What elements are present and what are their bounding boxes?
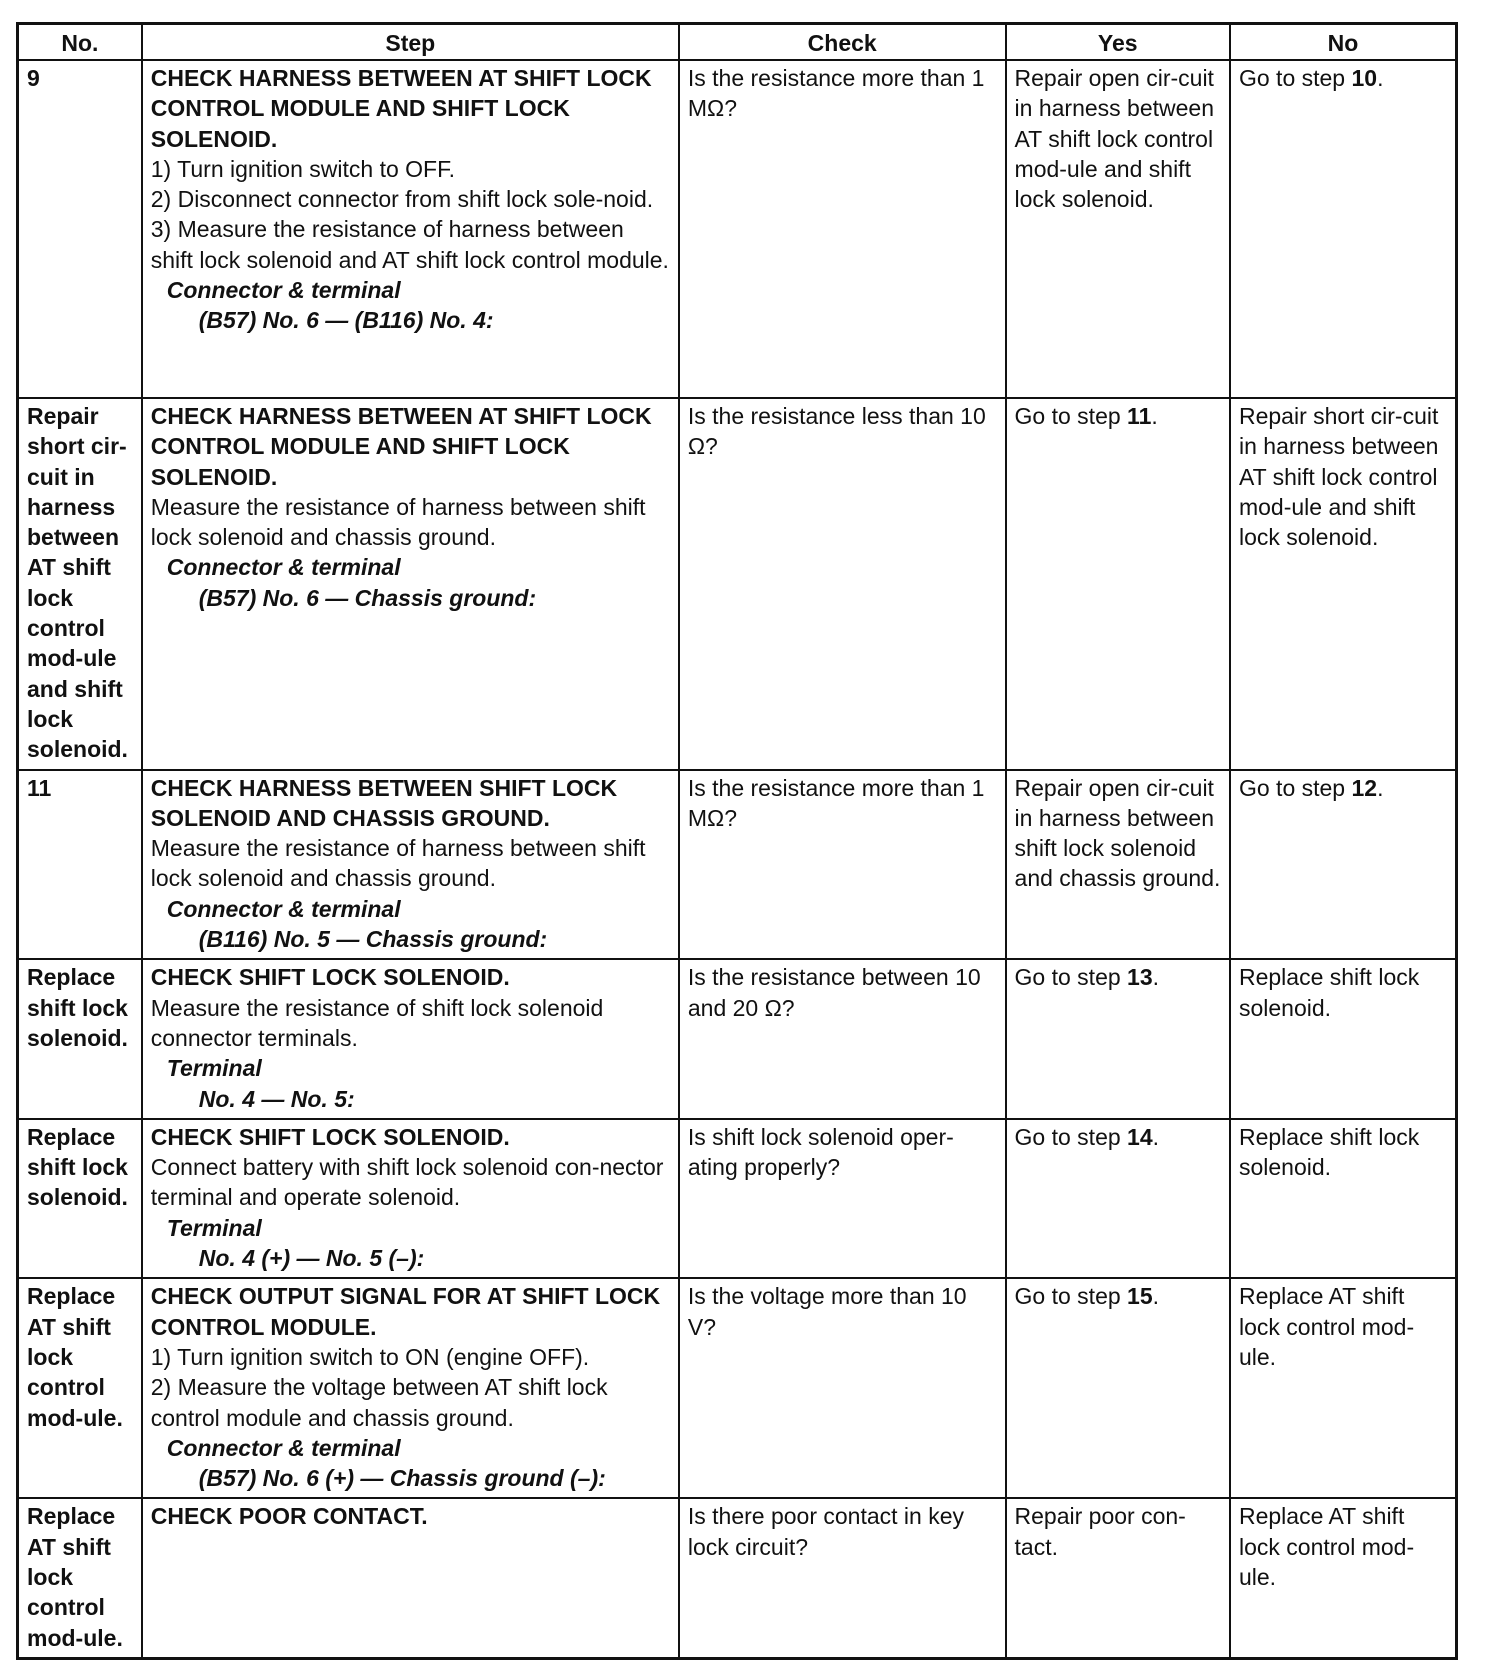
step-cell: [142, 959, 679, 1118]
step-line: Measure the resistance of shift lock solenoid connector terminals.: [150, 994, 604, 1051]
spec-value: (B57) No. 6 (+) — Chassis ground (–):: [198, 1465, 606, 1492]
goto-end: .: [1151, 403, 1158, 429]
no-cell: Replace AT shift lock control mod-ule.: [1230, 1498, 1457, 1658]
spec-label: Connector & terminal: [166, 1434, 401, 1461]
yes-cell: Repair open cir-cuit in harness between AT shift lock control mod-ule and shift lock solenoid.: [1006, 60, 1230, 398]
goto-text: Go to step: [1014, 1123, 1121, 1150]
goto-step-ref: 13: [1127, 964, 1153, 991]
step-number: Replace shift lock solenoid.: [18, 1119, 142, 1278]
goto-text: Go to step: [1014, 403, 1121, 429]
goto-step-ref: 10: [1351, 65, 1378, 91]
spec-label: Connector & terminal: [166, 895, 401, 922]
step-number: Replace AT shift lock control mod-ule.: [18, 1498, 142, 1658]
goto-text: Go to step: [1014, 964, 1121, 991]
goto-step-ref: 14: [1127, 1123, 1153, 1150]
header-no: No.: [18, 24, 142, 61]
goto-end: .: [1377, 774, 1384, 801]
step-cell: [142, 770, 679, 960]
spec-value: No. 4 (+) — No. 5 (–):: [198, 1245, 425, 1272]
step-line: 2) Measure the voltage between AT shift lock control module and chassis ground.: [150, 1374, 608, 1431]
goto-text: Go to step: [1238, 774, 1346, 801]
goto-step-ref: 15: [1127, 1283, 1153, 1310]
goto-end: .: [1152, 964, 1160, 991]
step-number: Replace shift lock solenoid.: [18, 959, 142, 1118]
spec-value: (B57) No. 6 — Chassis ground:: [198, 584, 537, 611]
spec-value: (B57) No. 6 — (B116) No. 4:: [198, 307, 494, 334]
check-cell: Is there poor contact in key lock circuit?: [679, 1498, 1006, 1658]
table-row: [18, 1119, 1457, 1278]
check-cell: Is the resistance between 10 and 20 Ω?: [679, 959, 1006, 1118]
header-yes: Yes: [1006, 24, 1230, 61]
spec-label: Terminal: [166, 1214, 262, 1241]
table-row: [18, 1498, 1457, 1658]
goto-text: Go to step: [1014, 1283, 1121, 1310]
header-row: [18, 24, 1457, 61]
header-step: Step: [142, 24, 679, 61]
step-line: Measure the resistance of harness between shift lock solenoid and chassis ground.: [150, 493, 646, 551]
yes-cell: Repair poor con-tact.: [1006, 1498, 1230, 1658]
step-line: 3) Measure the resistance of harness between shift lock solenoid and AT shift lock control module.: [150, 216, 669, 273]
step-cell: [142, 1498, 679, 1658]
goto-text: Go to step: [1238, 65, 1346, 91]
step-line: 1) Turn ignition switch to ON (engine OFF).: [150, 1343, 590, 1370]
spec-value: (B116) No. 5 — Chassis ground:: [198, 926, 548, 953]
step-number: Replace AT shift lock control mod-ule.: [18, 1278, 142, 1498]
step-line: Measure the resistance of harness between shift lock solenoid and chassis ground.: [150, 835, 646, 892]
step-title: CHECK SHIFT LOCK SOLENOID.: [150, 964, 510, 991]
yes-cell: [1006, 959, 1230, 1118]
step-title: CHECK HARNESS BETWEEN AT SHIFT LOCK CONTROL MODULE AND SHIFT LOCK SOLENOID.: [150, 403, 652, 490]
yes-cell: [1006, 1278, 1230, 1498]
step-number: 9: [18, 60, 142, 398]
spec-value: No. 4 — No. 5:: [198, 1085, 355, 1112]
step-title: CHECK SHIFT LOCK SOLENOID.: [150, 1123, 510, 1150]
step-line: 1) Turn ignition switch to OFF.: [150, 155, 455, 182]
goto-step-ref: 12: [1351, 774, 1378, 801]
diagnostic-table: [16, 22, 1458, 1660]
step-cell: [142, 398, 679, 770]
no-cell: Repair short cir-cuit in harness between AT shift lock control mod-ule and shift lock solenoid.: [1230, 398, 1457, 770]
goto-step-ref: 11: [1127, 403, 1152, 429]
spec-label: Connector & terminal: [166, 277, 401, 304]
goto-end: .: [1377, 65, 1384, 91]
table-row: [18, 60, 1457, 398]
table-row: [18, 1278, 1457, 1498]
table-row: [18, 398, 1457, 770]
no-cell: Replace shift lock solenoid.: [1230, 959, 1457, 1118]
yes-cell: [1006, 398, 1230, 770]
no-cell: [1230, 60, 1457, 398]
goto-end: .: [1152, 1123, 1160, 1150]
step-line: Connect battery with shift lock solenoid con-nector terminal and operate solenoid.: [150, 1154, 664, 1211]
yes-cell: [1006, 1119, 1230, 1278]
spec-label: Terminal: [166, 1055, 262, 1082]
step-line: 2) Disconnect connector from shift lock sole-noid.: [150, 186, 654, 213]
header-check: Check: [679, 24, 1006, 61]
step-title: CHECK HARNESS BETWEEN AT SHIFT LOCK CONTROL MODULE AND SHIFT LOCK SOLENOID.: [150, 65, 652, 152]
step-cell: [142, 1278, 679, 1498]
step-title: CHECK POOR CONTACT.: [150, 1503, 428, 1530]
no-cell: Replace shift lock solenoid.: [1230, 1119, 1457, 1278]
step-cell: [142, 60, 679, 398]
step-title: CHECK HARNESS BETWEEN SHIFT LOCK SOLENOID AND CHASSIS GROUND.: [150, 774, 618, 831]
check-cell: Is the voltage more than 10 V?: [679, 1278, 1006, 1498]
step-number: 11: [18, 770, 142, 960]
goto-end: .: [1152, 1283, 1160, 1310]
check-cell: Is the resistance more than 1 MΩ?: [679, 60, 1006, 398]
table-row: [18, 959, 1457, 1118]
header-no-result: No: [1230, 24, 1457, 61]
check-cell: Is the resistance more than 1 MΩ?: [679, 770, 1006, 960]
no-cell: Replace AT shift lock control mod-ule.: [1230, 1278, 1457, 1498]
step-cell: [142, 1119, 679, 1278]
check-cell: Is the resistance less than 10 Ω?: [679, 398, 1006, 770]
check-cell: Is shift lock solenoid oper-ating properly?: [679, 1119, 1006, 1278]
spec-label: Connector & terminal: [166, 554, 401, 581]
table-row: [18, 770, 1457, 960]
step-number: Repair short cir-cuit in harness between AT shift lock control mod-ule and shift lock solenoid.: [18, 398, 142, 770]
step-title: CHECK OUTPUT SIGNAL FOR AT SHIFT LOCK CONTROL MODULE.: [150, 1283, 661, 1340]
no-cell: [1230, 770, 1457, 960]
yes-cell: Repair open cir-cuit in harness between shift lock solenoid and chassis ground.: [1006, 770, 1230, 960]
